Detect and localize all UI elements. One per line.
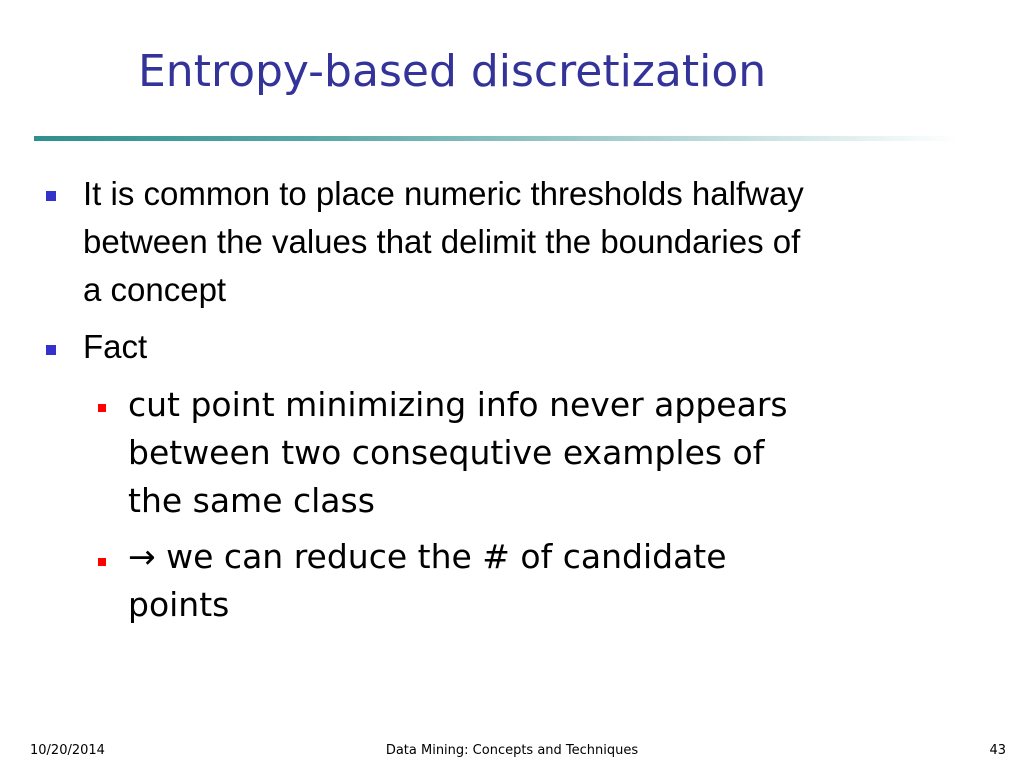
bullet-line: It is common to place numeric thresholds halfway (83, 175, 804, 212)
sub-bullet-square-icon (98, 558, 106, 566)
bullet-line: a concept (83, 271, 227, 308)
bullet-square-icon (46, 191, 56, 201)
sub-bullet-item (128, 381, 948, 525)
sub-bullet-line: cut point minimizing info never appears (128, 385, 788, 424)
sub-bullet-line: the same class (128, 481, 375, 520)
sub-bullet-line (128, 533, 948, 581)
slide-title: Entropy-based discretization (138, 46, 767, 97)
right-arrow-icon: → (128, 537, 156, 576)
footer-page-number: 43 (989, 743, 1006, 758)
sub-bullet-item (128, 533, 948, 629)
sub-bullet-square-icon (98, 404, 106, 412)
sub-bullet-text: we can reduce the # of candidate (155, 537, 727, 576)
sub-bullet-line: points (128, 585, 230, 624)
bullet-item (83, 323, 983, 371)
sub-bullet-line: between two consequtive examples of (128, 433, 765, 472)
bullet-item (83, 170, 983, 314)
bullet-square-icon (46, 345, 56, 355)
footer-date: 10/20/2014 (30, 743, 105, 758)
bullet-line: between the values that delimit the boundaries of (83, 223, 801, 260)
bullet-line: Fact (83, 328, 148, 365)
footer-title: Data Mining: Concepts and Techniques (385, 743, 639, 758)
